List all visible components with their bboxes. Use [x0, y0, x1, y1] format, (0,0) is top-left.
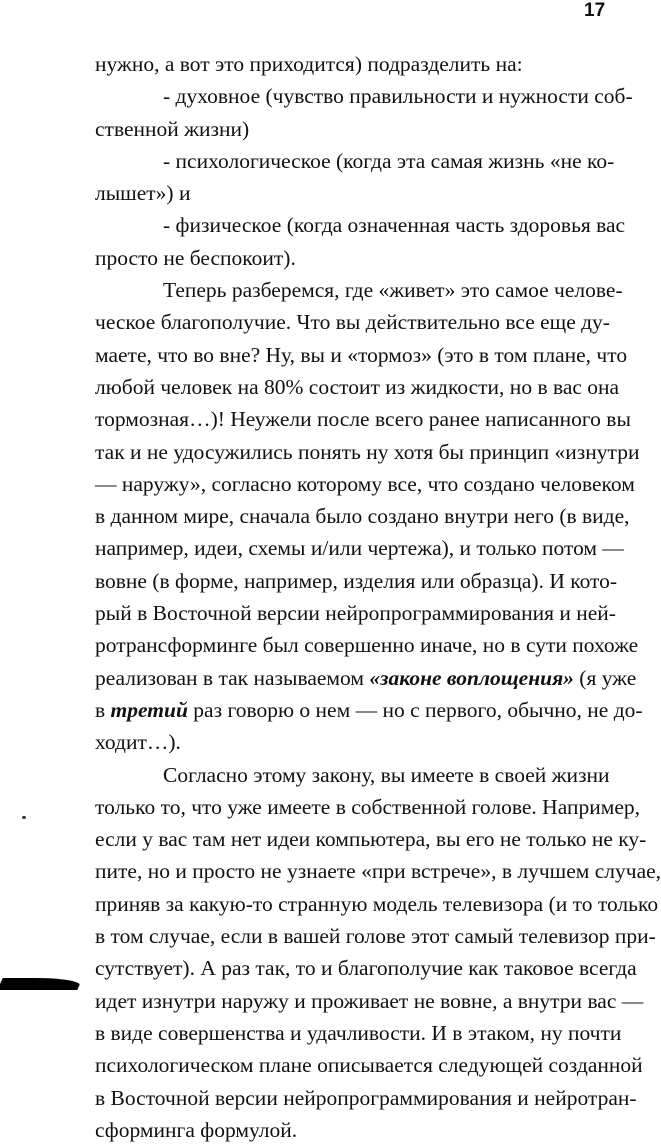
text-segment: в том случае, если в вашей голове этот самый телевизор при-: [95, 924, 656, 949]
text-segment: (я уже: [573, 665, 637, 690]
body-text: [95, 48, 661, 1146]
text-segment: сутствует). А раз так, то и благополучие как таковое всегда: [95, 956, 637, 981]
text-segment: - физическое (когда означенная часть здоровья вас: [163, 213, 626, 238]
text-line: [95, 1114, 597, 1146]
emphasized-text: третий: [110, 697, 188, 722]
text-line: [95, 694, 643, 726]
text-segment: только то, что уже имеете в собственной голове. Например,: [95, 794, 640, 819]
text-line: [95, 145, 615, 177]
text-segment: тормозная…)! Неужели после всего ранее написанного вы: [95, 407, 631, 432]
text-segment: приняв за какую-то странную модель телевизора (и то только: [95, 891, 659, 916]
text-segment: раз говорю о нем — но с первого, обычно, не до-: [187, 697, 643, 722]
text-segment: ротрансформинге был совершенно иначе, но в сути похоже: [95, 633, 639, 658]
text-line: [95, 1082, 637, 1114]
text-segment: пите, но и просто не узнаете «при встрече», в лучшем случае,: [95, 859, 661, 884]
text-segment: - психологическое (когда эта самая жизнь «не ко-: [163, 148, 615, 173]
text-segment: вовне (в форме, например, изделия или образца). И кото-: [95, 568, 618, 593]
text-line: [95, 759, 610, 791]
text-line: [95, 339, 628, 371]
text-line: [95, 48, 597, 80]
text-segment: Согласно этому закону, вы имеете в своей жизни: [163, 762, 610, 787]
text-line: [95, 177, 597, 209]
text-line: [95, 371, 620, 403]
text-line: [95, 468, 635, 500]
page-number: 17: [584, 0, 606, 21]
text-line: [95, 888, 659, 920]
text-segment: маете, что во вне? Ну, вы и «тормоз» (это в том плане, что: [95, 342, 628, 367]
text-line: [95, 920, 656, 952]
text-segment: реализован в так называемом: [95, 665, 370, 690]
text-segment: так и не удосужились понять ну хотя бы принцип «изнутри: [95, 439, 640, 464]
text-segment: ственной жизни): [95, 116, 250, 141]
text-segment: нужно, а вот это приходится) подразделить на:: [95, 52, 523, 76]
text-line: [95, 823, 647, 855]
scan-speck: [22, 816, 26, 819]
text-segment: сформинга формулой.: [95, 1117, 298, 1142]
text-line: [95, 113, 597, 145]
text-segment: в: [95, 697, 111, 722]
text-segment: - духовное (чувство правильности и нужности соб-: [163, 84, 633, 109]
text-segment: в виде совершенства и удачливости. И в этаком, ну почти: [95, 1020, 622, 1045]
text-segment: — наружу», согласно которому все, что создано человеком: [95, 471, 635, 496]
text-segment: например, идеи, схемы и/или чертежа), и только потом —: [95, 536, 624, 561]
text-segment: лышет») и: [95, 181, 191, 206]
text-line: [95, 662, 637, 694]
text-line: [95, 532, 624, 564]
text-line: [95, 242, 597, 274]
text-line: [95, 306, 610, 338]
text-segment: в данном мире, сначала было создано внутри него (в виде,: [95, 504, 630, 529]
text-segment: ходит…).: [95, 730, 181, 755]
emphasized-text: «законе воплощения»: [369, 665, 574, 690]
text-line: [95, 985, 644, 1017]
text-segment: ческое благополучие. Что вы действительно все еще ду-: [95, 310, 610, 335]
text-line: [95, 791, 640, 823]
text-line: [95, 726, 597, 758]
text-segment: психологическом плане описывается следующей созданной: [95, 1053, 643, 1078]
text-line: [95, 629, 639, 661]
text-segment: рый в Восточной версии нейропрограммирования и ней-: [95, 601, 616, 626]
text-segment: Теперь разберемся, где «живет» это самое челове-: [163, 278, 623, 303]
text-line: [95, 1049, 643, 1081]
text-segment: если у вас там нет идеи компьютера, вы его не только не ку-: [95, 827, 647, 852]
text-line: [95, 209, 626, 241]
text-segment: любой человек на 80% состоит из жидкости, но в вас она: [95, 374, 620, 399]
text-segment: в Восточной версии нейропрограммирования и нейротран-: [95, 1085, 637, 1110]
scan-smudge: [0, 978, 83, 990]
text-segment: просто не беспокоит).: [95, 245, 296, 270]
text-line: [95, 403, 631, 435]
text-line: [95, 1017, 622, 1049]
text-segment: идет изнутри наружу и проживает не вовне, а внутри вас —: [95, 988, 644, 1013]
text-line: [95, 274, 623, 306]
text-line: [95, 565, 618, 597]
text-line: [95, 952, 637, 984]
text-line: [95, 436, 640, 468]
text-line: [95, 80, 633, 112]
text-line: [95, 855, 661, 887]
text-line: [95, 500, 630, 532]
text-line: [95, 597, 616, 629]
